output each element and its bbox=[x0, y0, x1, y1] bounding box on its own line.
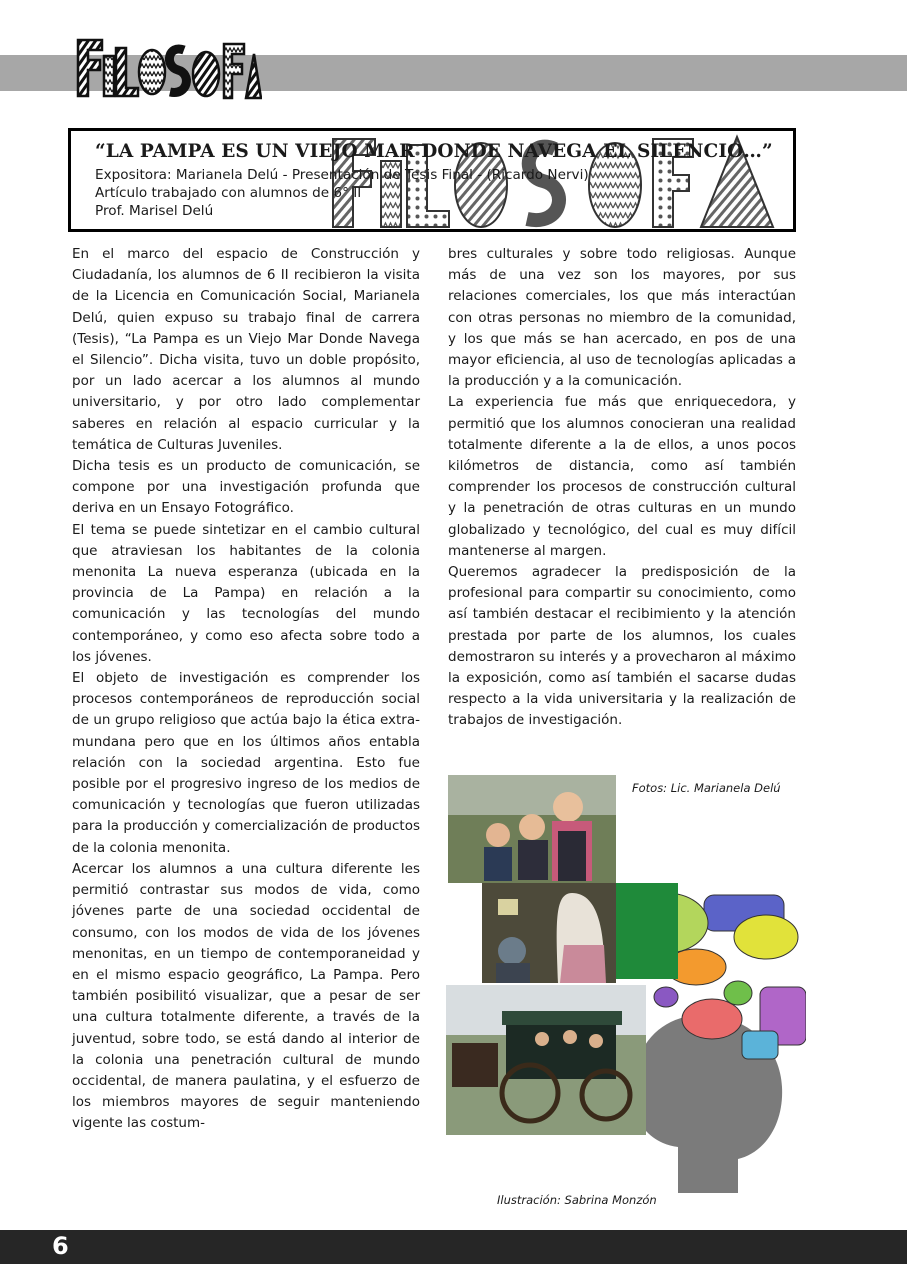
illustration-graphic bbox=[446, 775, 806, 1193]
collage-illustration bbox=[446, 775, 806, 1193]
paragraph: Queremos agradecer la predisposición de la profesional para compartir su conocimiento, como así también destacar el recibimiento y la atención prestada por parte de los alumnos, los cuales demostraron su interés y a provecharon al máximo la exposición, como así también el sacarse dudas respecto a la vida universitaria y la realización de trabajos de investigación. bbox=[448, 564, 796, 729]
photos-caption: Fotos: Lic. Marianela Delú bbox=[632, 781, 781, 795]
speech-bubble bbox=[734, 915, 798, 959]
speech-bubble bbox=[682, 999, 742, 1039]
filosofia-logo-graphic bbox=[72, 30, 262, 108]
speech-bubble bbox=[724, 981, 752, 1005]
paragraph: El objeto de investigación es comprender los procesos contemporáneos de reproducción social de un grupo religioso que actúa bajo la ética extra-mundana pero que en los últimos años entabla relación con la sociedad argentina. Esto fue posible por el progresivo ingreso de los medios de comunicación y tecnologías que fueron utilizadas para la producción y comercialización de productos de la colonia menonita. bbox=[72, 670, 420, 856]
paragraph: El tema se puede sintetizar en el cambio cultural que atraviesan los habitantes de la colonia menonita La nueva esperanza (ubicada en la provincia de La Pampa) en relación a la comunicación y las tecnologías del mundo contemporáneo, y como eso afecta sobre todo a los jóvenes. bbox=[72, 521, 420, 665]
worked-with-line: Artículo trabajado con alumnos de 6° II bbox=[95, 185, 362, 201]
paragraph: La experiencia fue más que enriquecedora, y permitió que los alumnos conocieran una realidad totalmente diferente a la de ellos, a unos pocos kilómetros de distancia, como así también comprender los procesos de construcción cultural y la penetración de otras culturas en un mundo globalizado y tecnológico, del cual es muy difícil mantenerse al margen. bbox=[448, 394, 796, 559]
exhibitor-line: Expositora: Marianela Delú - Presentación de Tesis Final - (Ricardo Nervi) bbox=[95, 167, 589, 183]
article-column-left bbox=[72, 244, 420, 1135]
article-title-box bbox=[68, 128, 796, 232]
article-headline: “LA PAMPA ES UN VIEJO MAR DONDE NAVEGA EL SILENCIO…” bbox=[95, 141, 773, 162]
green-block bbox=[616, 883, 678, 979]
photo-children bbox=[448, 775, 616, 883]
teacher-line: Prof. Marisel Delú bbox=[95, 203, 214, 219]
paragraph: Acercar los alumnos a una cultura diferente les permitió contrastar sus modos de vida, como jóvenes parte de una sociedad occidental de consumo, con los modos de vida de los jóvenes menonitas, en un tiempo de contemporaneidad y en el mismo espacio geográfico, La Pampa. Pero también posibilitó visualizar, que a pesar de ser una cultura totalmente diferente, a través de la juventud, sobre todo, se está dando al interior de la colonia una penetración cultural de mundo occidental, de manera paulatina, y el esfuerzo de los miembros mayores de seguir manteniendo vigente las costum- bbox=[72, 860, 420, 1132]
illustration-caption: Ilustración: Sabrina Monzón bbox=[497, 1193, 657, 1207]
paragraph: bres culturales y sobre todo religiosas. Aunque más de una vez son los mayores, por sus relaciones comerciales, los que más interactúan con otras personas no miembro de la comunidad, y los que más se han acercado, en pos de una mayor eficiencia, al uso de tecnologías aplicadas a la producción y a la comunicación. bbox=[448, 246, 796, 390]
photo-buggy bbox=[446, 985, 646, 1135]
speech-bubble bbox=[742, 1031, 778, 1059]
paragraph: Dicha tesis es un producto de comunicación, se compone por una investigación profunda que deriva en un Ensayo Fotográfico. bbox=[72, 458, 420, 517]
paragraph: En el marco del espacio de Construcción y Ciudadanía, los alumnos de 6 II recibieron la visita de la Licencia en Comunicación Social, Marianela Delú, quien expuso su trabajo final de carrera (Tesis), “La Pampa es un Viejo Mar Donde Navega el Silencio”. Dicha visita, tuvo un doble propósito, por un lado acercar a los alumnos al mundo universitario, y por otro lado complementar saberes en relación al espacio curricular y la temática de Culturas Juveniles. bbox=[72, 246, 420, 453]
footer-band bbox=[0, 1230, 907, 1264]
article-column-right bbox=[448, 244, 796, 732]
speech-bubble bbox=[654, 987, 678, 1007]
filosofia-logo bbox=[72, 30, 262, 108]
photo-headscarf bbox=[482, 883, 616, 983]
page-number: 6 bbox=[52, 1232, 69, 1260]
